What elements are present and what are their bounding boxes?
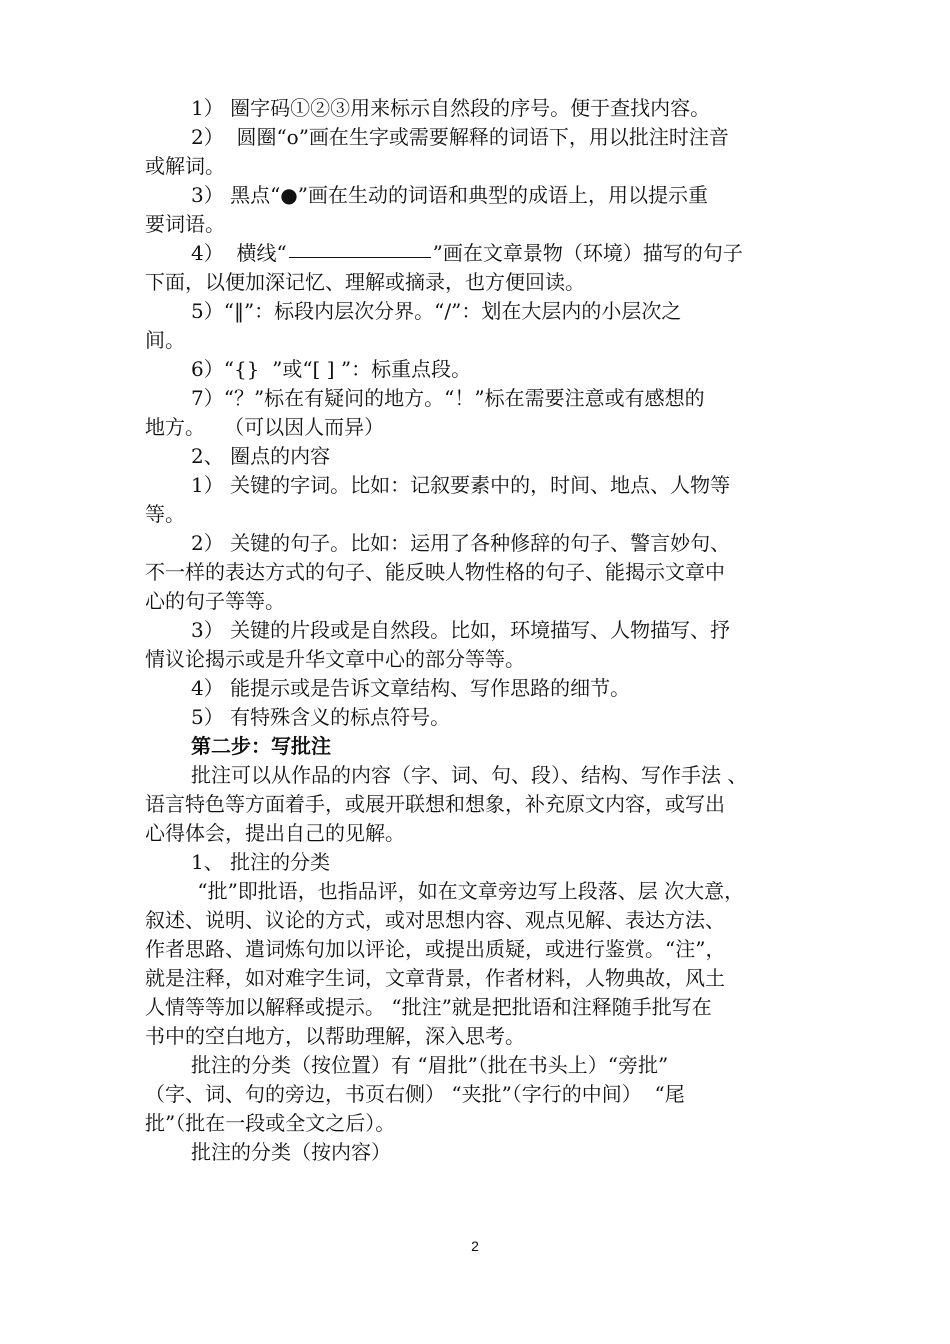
text-line: 间。: [145, 328, 185, 352]
document-body: [145, 94, 815, 1167]
text-line: 不一样的表达方式的句子、能反映人物性格的句子、能揭示文章中: [145, 560, 725, 584]
page-number: 2: [471, 1238, 479, 1254]
text-line: 心得体会，提出自己的见解。: [145, 821, 405, 845]
text-line: 要词语。: [145, 212, 225, 236]
text-line: 批”（批在一段或全文之后）。: [145, 1111, 396, 1135]
text-line: 1） 圈字码①②③用来标示自然段的序号。便于查找内容。: [191, 96, 711, 120]
text-line: 心的句子等等。: [145, 589, 285, 613]
text-line: （字、词、句的旁边，书页右侧） “夹批”（字行的中间） “尾: [145, 1082, 685, 1106]
text-line: 5） 有特殊含义的标点符号。: [191, 705, 451, 729]
underline-blank: [289, 237, 431, 258]
text-line: 下面，以便加深记忆、理解或摘录，也方便回读。: [145, 270, 585, 294]
text-line: 叙述、说明、议论的方式，或对思想内容、观点见解、表达方法、: [145, 908, 725, 932]
text-line: 6）“{} ”或“[ ] ”：标重点段。: [191, 357, 472, 381]
text-line: 批注的分类（按位置）有 “眉批”（批在书头上）“旁批”: [191, 1053, 669, 1077]
text-line: 4） 能提示或是告诉文章结构、写作思路的细节。: [191, 676, 631, 700]
text-line: 2） 关键的句子。比如：运用了各种修辞的句子、警言妙句、: [191, 531, 731, 555]
text-line: 就是注释，如对难字生词，文章背景，作者材料，人物典故，风土: [145, 966, 725, 990]
text-line: 1、 批注的分类: [191, 850, 331, 874]
text-line: 7）“？”标在有疑问的地方。“！”标在需要注意或有感想的: [191, 386, 705, 410]
text-line: 或解词。: [145, 154, 225, 178]
text-line: 人情等等加以解释或提示。 “批注”就是把批语和注释随手批写在: [145, 995, 712, 1019]
text-line: 批注可以从作品的内容（字、词、句、段）、结构、写作手法 、: [191, 763, 748, 787]
text-line: 地方。 （可以因人而异）: [145, 415, 385, 439]
text-line: 等。: [145, 502, 185, 526]
text-line: 1） 关键的字词。比如：记叙要素中的，时间、地点、人物等: [191, 473, 731, 497]
text-line: 语言特色等方面着手，或展开联想和想象，补充原文内容，或写出: [145, 792, 725, 816]
text-line: 批注的分类（按内容）: [191, 1140, 391, 1164]
text-line: 2、 圈点的内容: [191, 444, 331, 468]
text-line: 5）“‖”：标段内层次分界。“/”：划在大层内的小层次之: [191, 299, 682, 323]
text-segment: 4） 横线“: [191, 241, 287, 265]
text-line: 作者思路、遣词炼句加以评论，或提出质疑，或进行鉴赏。“注”，: [145, 937, 726, 961]
text-line: 书中的空白地方，以帮助理解，深入思考。: [145, 1024, 525, 1048]
text-line: [145, 239, 815, 268]
text-segment: ”画在文章景物（环境）描写的句子: [432, 241, 743, 265]
section-heading: 第二步：写批注: [191, 734, 331, 758]
text-line: 3） 关键的片段或是自然段。比如，环境描写、人物描写、抒: [191, 618, 731, 642]
text-line: 情议论揭示或是升华文章中心的部分等等。: [145, 647, 525, 671]
text-line: “批”即批语，也指品评，如在文章旁边写上段落、层 次大意，: [191, 879, 745, 903]
text-line: 2） 圆圈“o”画在生字或需要解释的词语下，用以批注时注音: [191, 125, 729, 149]
text-line: 3） 黑点“●”画在生动的词语和典型的成语上，用以提示重: [191, 183, 708, 207]
